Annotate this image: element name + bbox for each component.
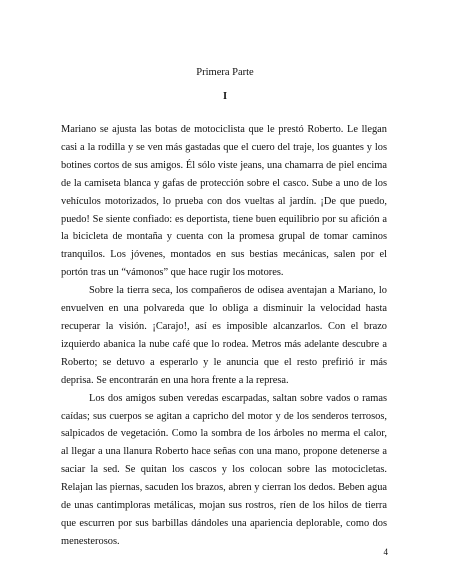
paragraph-2: Sobre la tierra seca, los compañeros de odisea aventajan a Mariano, lo envuelven en una polvareda que lo obliga a disminuir la velocidad hasta recuperar la visión. ¡Carajo!, así es imposible alcanzarlos. Con el brazo izquierdo abanica la nube café que lo rodea. Metros más adelante descubre a Roberto; se detuvo a esperarlo y le anuncia que el resto prefirió ir más deprisa. Se encontrarán en una hora frente a la represa. <box>61 285 387 386</box>
body-text <box>61 121 387 551</box>
part-title: Primera Parte <box>196 67 254 78</box>
paragraph-1: Mariano se ajusta las botas de motociclista que le prestó Roberto. Le llegan casi a la rodilla y se ven más gastadas que el cuero del traje, los guantes y los botines cortos de sus amigos. Él sólo viste jeans, una chamarra de piel encima de la camiseta blanca y gafas de protección sobre el casco. Sube a uno de los vehículos motorizados, lo prueba con dos vueltas al jardín. ¡De que puedo, puedo! Se siente confiado: es deportista, tiene buen equilibrio por su afición a la bicicleta de montaña y cuenta con la promesa grupal de tomar caminos tranquilos. Los jóvenes, montados en sus bestias mecánicas, salen por el portón tras un “vámonos” que hace rugir los motores. <box>61 124 387 279</box>
page-number: 4 <box>383 547 388 557</box>
paragraph-3: Los dos amigos suben veredas escarpadas, saltan sobre vados o ramas caídas; sus cuerpos se agitan a capricho del motor y de los senderos terrosos, salpicados de vegetación. Como la sombra de los árboles no merma el calor, al llegar a una llanura Roberto hace señas con una mano, propone detenerse a saciar la sed. Se quitan los cascos y los colocan sobre las motocicletas. Relajan las piernas, sacuden los brazos, abren y cierran los dedos. Beben agua de unas cantimploras metálicas, mojan sus rostros, ríen de los hilos de tierra que escurren por sus barbillas dándoles una apariencia deplorable, como dos menesterosos. <box>61 392 387 547</box>
chapter-title: I <box>222 91 228 102</box>
